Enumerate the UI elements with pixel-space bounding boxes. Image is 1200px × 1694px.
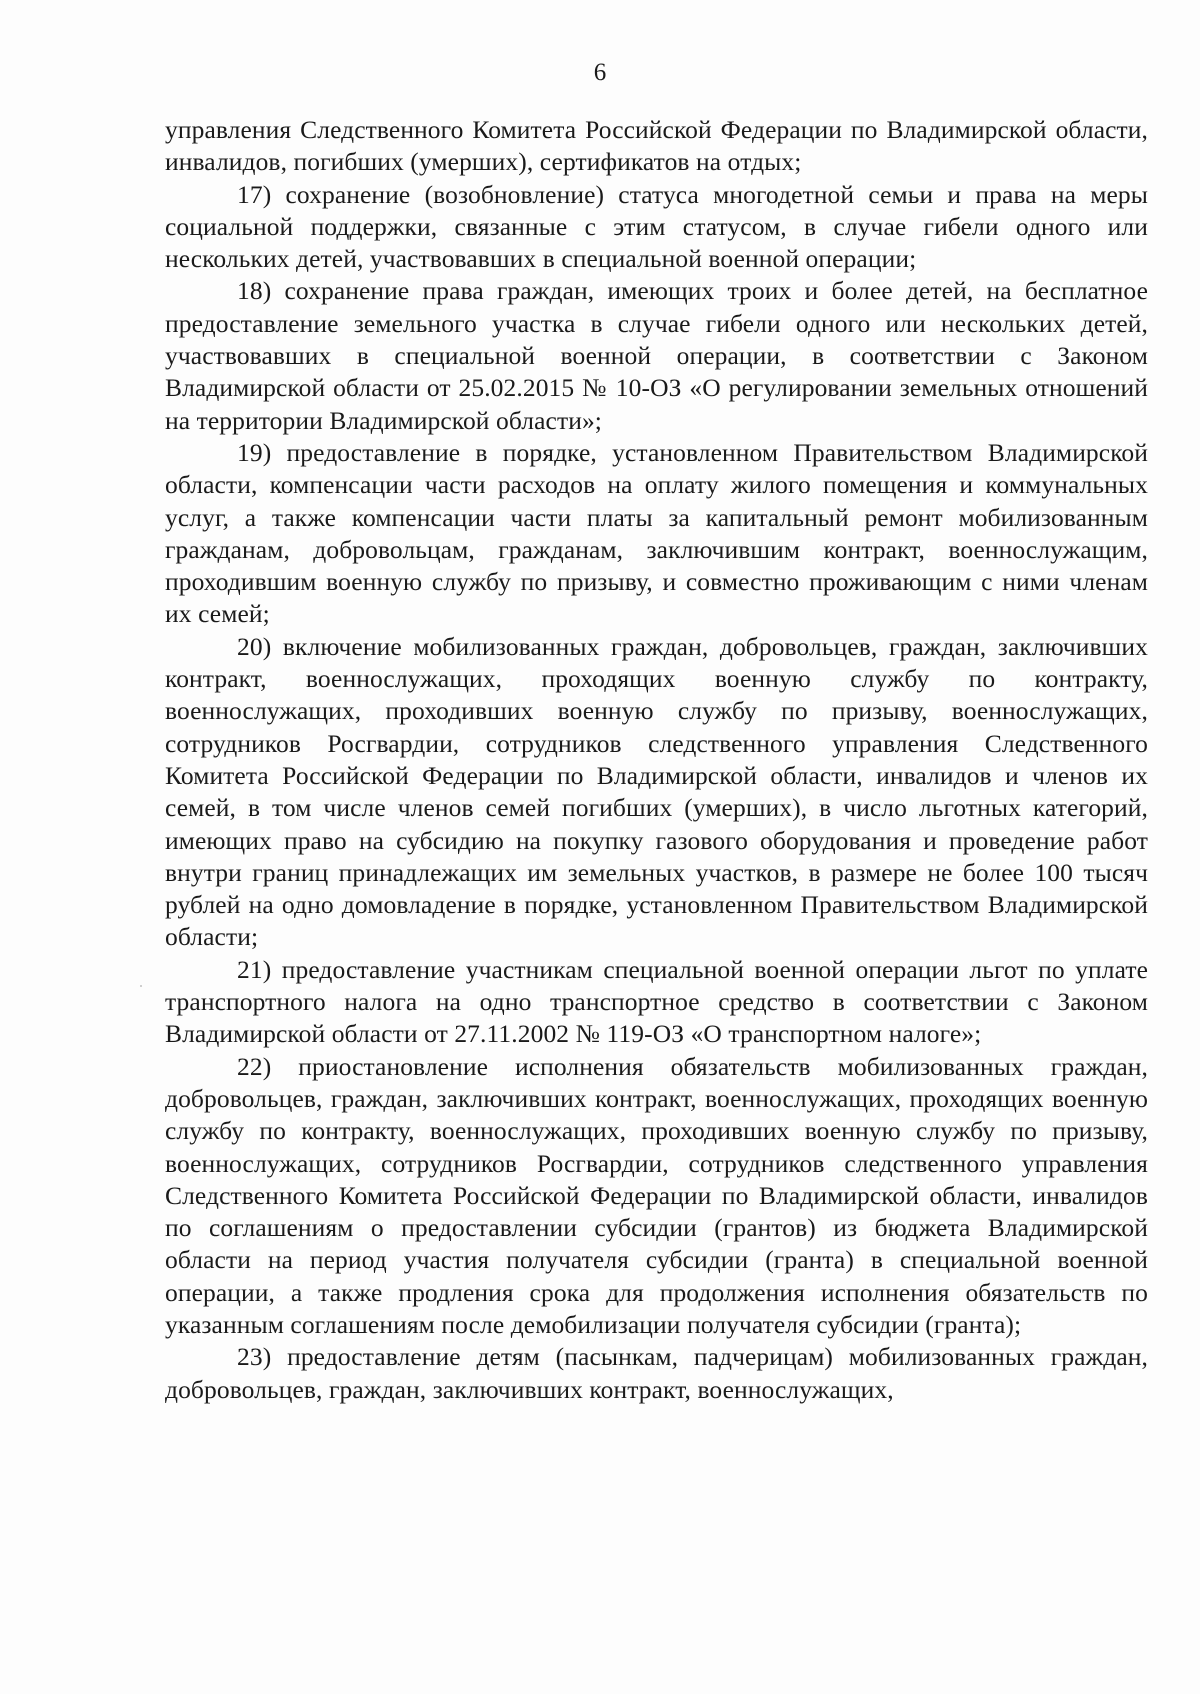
- paragraph-item-21: 21) предоставление участникам специальной военной операции льгот по уплате транспортного налога на одно транспортное средство в соответствии с Законом Владимирской области от 27.11.2002 № 119-ОЗ «О транспортном налоге»;: [165, 954, 1148, 1049]
- paragraph-item-19: 19) предоставление в порядке, установленном Правительством Владимирской области, компенсации части расходов на оплату жилого помещения и коммунальных услуг, а также компенсации части платы за капитальный ремонт мобилизованным гражданам, добровольцам, гражданам, заключившим контракт, военнослужащим, проходившим военную службу по призыву, и совместно проживающим с ними членам их семей;: [165, 437, 1148, 629]
- paragraph-item-18: 18) сохранение права граждан, имеющих троих и более детей, на бесплатное предоставление земельного участка в случае гибели одного или нескольких детей, участвовавших в специальной военной операции, в соответствии с Законом Владимирской области от 25.02.2015 № 10-ОЗ «О регулировании земельных отношений на территории Владимирской области»;: [165, 276, 1148, 435]
- page-number: 6: [593, 59, 607, 86]
- paragraph-item-22: 22) приостановление исполнения обязательств мобилизованных граждан, добровольцев, граждан, заключивших контракт, военнослужащих, проходящих военную службу по контракту, военнослужащих, проходивших военную службу по призыву, военнослужащих, сотрудников Росгвардии, сотрудников следственного управления Следственного Комитета Российской Федерации по Владимирской области, инвалидов по соглашениям о предоставлении субсидии (грантов) из бюджета Владимирской области на период участия получателя субсидии (гранта) в специальной военной операции, а также продления срока для продолжения исполнения обязательств по указанным соглашениям после демобилизации получателя субсидии (гранта);: [165, 1051, 1148, 1339]
- document-body: [165, 114, 1148, 1406]
- paragraph-item-17: 17) сохранение (возобновление) статуса многодетной семьи и права на меры социальной поддержки, связанные с этим статусом, в случае гибели одного или нескольких детей, участвовавших в специальной военной операции;: [165, 179, 1148, 274]
- paragraph-item-23: 23) предоставление детям (пасынкам, падчерицам) мобилизованных граждан, добровольцев, граждан, заключивших контракт, военнослужащих,: [165, 1342, 1148, 1404]
- scan-speck: [140, 985, 142, 987]
- paragraph-item-20: 20) включение мобилизованных граждан, добровольцев, граждан, заключивших контракт, военнослужащих, проходящих военную службу по контракту, военнослужащих, проходивших военную службу по призыву, военнослужащих, сотрудников Росгвардии, сотрудников следственного управления Следственного Комитета Российской Федерации по Владимирской области, инвалидов и членов их семей, в том числе членов семей погибших (умерших), в число льготных категорий, имеющих право на субсидию на покупку газового оборудования и проведение работ внутри границ принадлежащих им земельных участков, в размере не более 100 тысяч рублей на одно домовладение в порядке, установленном Правительством Владимирской области;: [165, 631, 1148, 952]
- paragraph-continuation: управления Следственного Комитета Российской Федерации по Владимирской области, инвалидов, погибших (умерших), сертификатов на отдых;: [165, 115, 1148, 177]
